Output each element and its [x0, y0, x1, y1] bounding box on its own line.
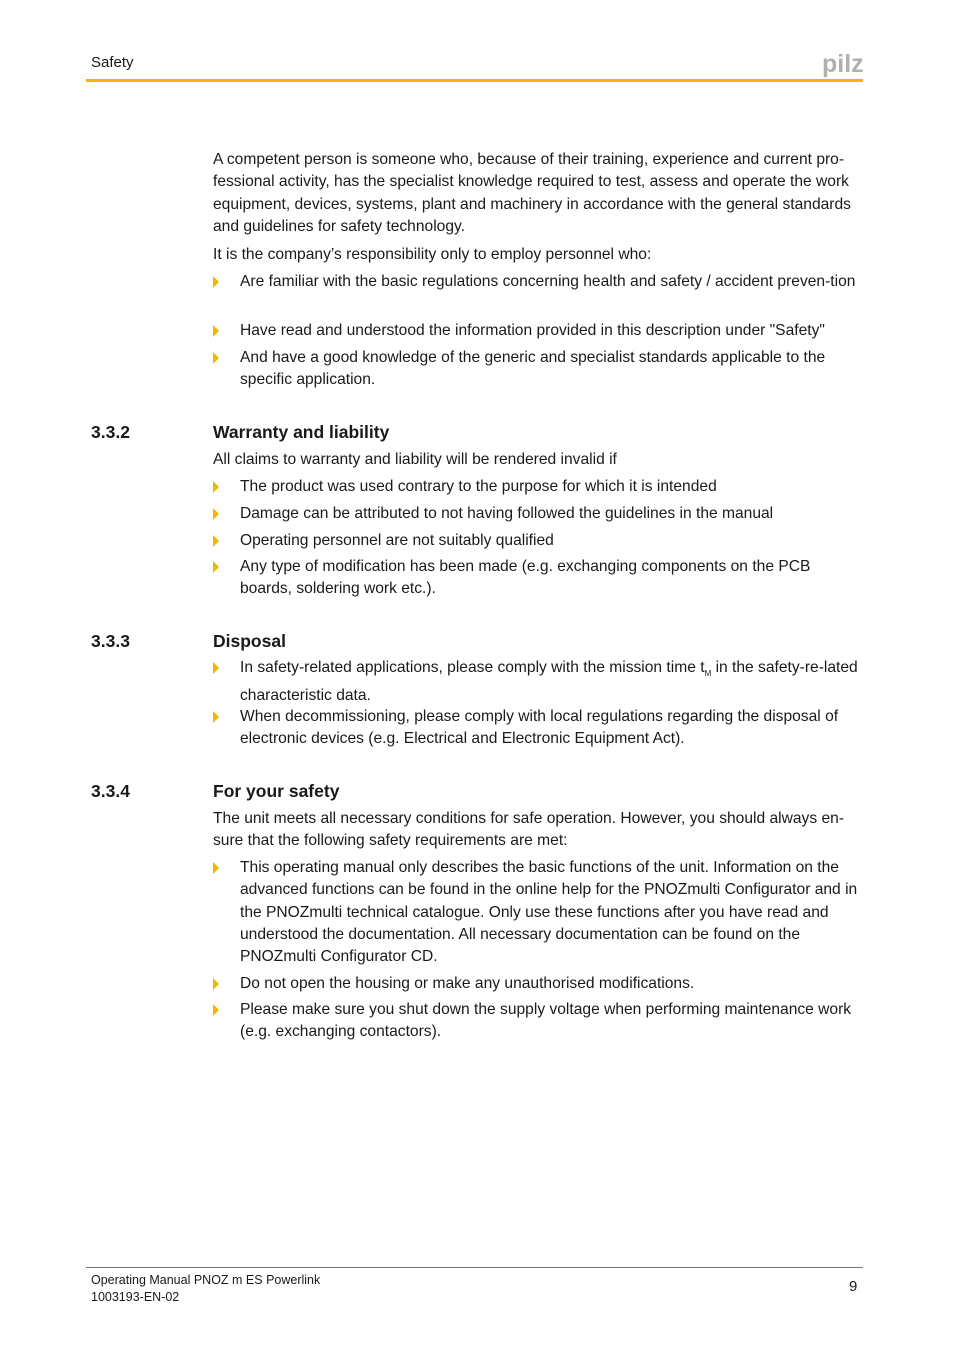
- list-item-text: [240, 657, 865, 708]
- footer-rule: [86, 1267, 863, 1268]
- section-number: 3.3.4: [91, 781, 130, 801]
- intro-paragraph-1: A competent person is someone who, because of their training, experience and current pro-fessional activity, has the specialist knowledge required to test, assess and operate the work equipment, devices, systems, plant and machinery in accordance with the general standards and guidelines for safety technology.: [213, 151, 851, 235]
- footer-document-number: 1003193-EN-02: [91, 1290, 180, 1304]
- section-heading: Disposal: [213, 631, 286, 651]
- section-heading: For your safety: [213, 781, 340, 801]
- page-header-title: Safety: [91, 54, 134, 71]
- bullet-arrow-icon: [213, 352, 219, 364]
- list-item-text: The product was used contrary to the purpose for which it is intended: [240, 478, 717, 495]
- list-item-text: And have a good knowledge of the generic and specialist standards applicable to the specific application.: [240, 349, 826, 389]
- list-item-text: Operating personnel are not suitably qualified: [240, 532, 554, 549]
- section-number: 3.3.2: [91, 422, 130, 442]
- header-rule: [86, 79, 863, 82]
- list-item-text: Have read and understood the information provided in this description under "Safety": [240, 322, 825, 339]
- bullet-arrow-icon: [213, 481, 219, 493]
- bullet-arrow-icon: [213, 561, 219, 573]
- intro-paragraph-2: It is the company’s responsibility only to employ personnel who:: [213, 246, 652, 263]
- bullet-arrow-icon: [213, 508, 219, 520]
- section-heading: Warranty and liability: [213, 422, 390, 442]
- list-item-text: Please make sure you shut down the supply voltage when performing maintenance work (e.g. exchanging contactors).: [240, 1001, 852, 1041]
- list-item-text: This operating manual only describes the basic functions of the unit. Information on the advanced functions can be found in the online help for the PNOZmulti Configurator and in the PNOZmulti technical catalogue. Only use these functions after you have read and understood the documentation. All necessary documentation can be found on the PNOZmulti Configurator CD.: [240, 859, 858, 966]
- bullet-arrow-icon: [213, 662, 219, 674]
- list-item-text: Damage can be attributed to not having followed the guidelines in the manual: [240, 505, 774, 522]
- list-item-text: Any type of modification has been made (e.g. exchanging components on the PCB boards, soldering work etc.).: [240, 558, 811, 598]
- page-number: 9: [849, 1278, 858, 1295]
- section-intro: The unit meets all necessary conditions for safe operation. However, you should always en-sure that the following safety requirements are met:: [213, 810, 845, 850]
- logo-text: pilz: [822, 50, 864, 78]
- bullet-arrow-icon: [213, 276, 219, 288]
- bullet-arrow-icon: [213, 862, 219, 874]
- bullet-arrow-icon: [213, 711, 219, 723]
- list-item-text: Do not open the housing or make any unauthorised modifications.: [240, 975, 695, 992]
- mission-time-subscript: M: [704, 669, 712, 679]
- mission-time-text-post: in the safety-re-lated characteristic data.: [240, 659, 858, 705]
- list-item-text: When decommissioning, please comply with local regulations regarding the disposal of electronic devices (e.g. Electrical and Electronic Equipment Act).: [240, 708, 839, 748]
- mission-time-text-pre: In safety-related applications, please comply with the mission time t: [240, 659, 705, 676]
- footer-document-title: Operating Manual PNOZ m ES Powerlink: [91, 1273, 321, 1287]
- bullet-arrow-icon: [213, 325, 219, 337]
- section-number: 3.3.3: [91, 631, 130, 651]
- pilz-logo: [820, 50, 864, 78]
- bullet-arrow-icon: [213, 1004, 219, 1016]
- bullet-arrow-icon: [213, 978, 219, 990]
- section-intro: All claims to warranty and liability will be rendered invalid if: [213, 451, 617, 468]
- list-item-text: Are familiar with the basic regulations concerning health and safety / accident preven-tion: [240, 273, 856, 290]
- bullet-arrow-icon: [213, 535, 219, 547]
